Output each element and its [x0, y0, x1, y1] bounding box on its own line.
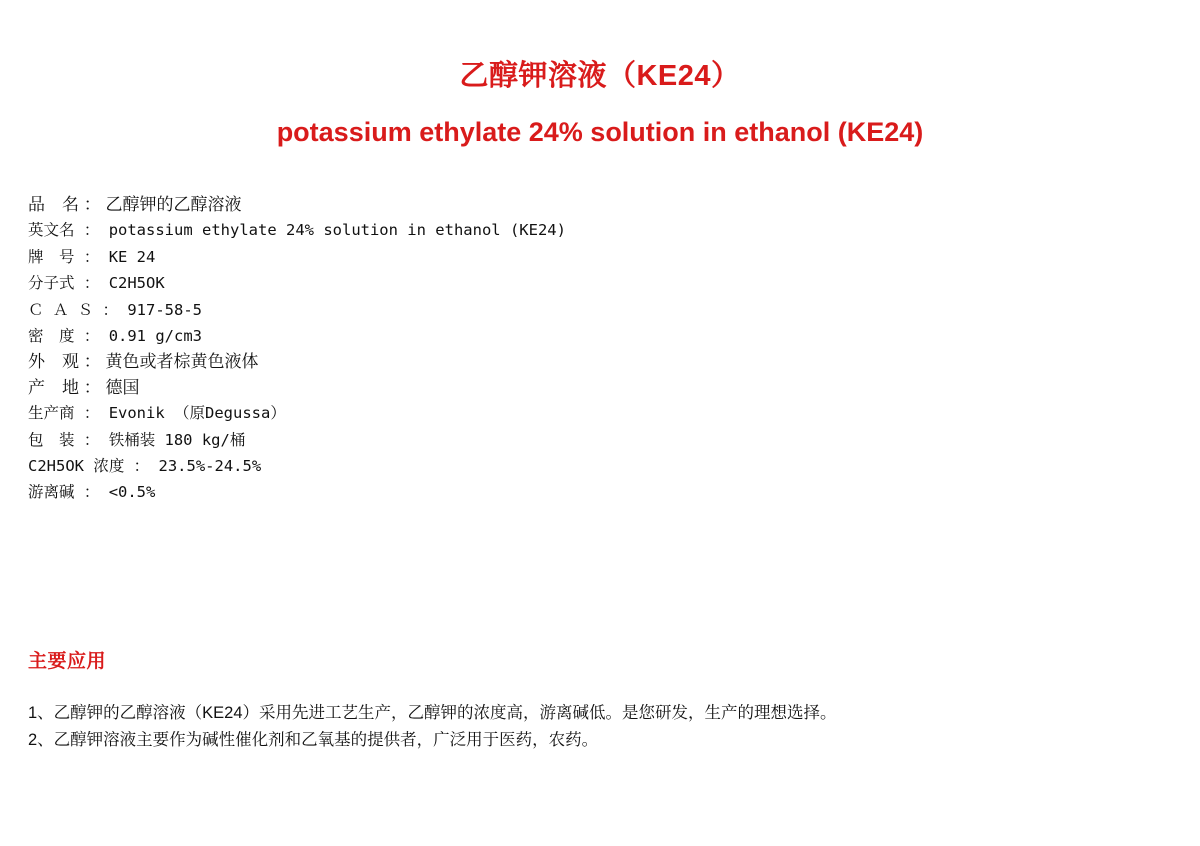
spec-row	[28, 217, 1028, 243]
spec-row	[28, 244, 1028, 270]
spec-separator: ：	[124, 457, 159, 476]
spec-row	[28, 270, 1028, 296]
spec-label: 包 装	[28, 430, 75, 449]
spec-label: 产 地	[28, 377, 79, 397]
spec-separator: ：	[79, 195, 106, 214]
spec-separator: ：	[74, 247, 109, 266]
spec-label: 游离碱	[28, 483, 75, 502]
spec-value: 铁桶装 180 kg/桶	[108, 430, 246, 449]
spec-row	[28, 192, 1028, 217]
spec-row	[28, 400, 1028, 426]
spec-row	[28, 297, 1028, 323]
spec-row	[28, 323, 1028, 349]
spec-separator: ：	[74, 221, 109, 240]
page-title-chinese: 乙醇钾溶液（KE24）	[459, 60, 741, 93]
spec-label: 分子式	[28, 274, 75, 293]
spec-separator: ：	[79, 377, 106, 397]
spec-label: 外 观	[28, 352, 79, 372]
spec-value: Evonik （原Degussa）	[108, 404, 286, 423]
spec-value: 乙醇钾的乙醇溶液	[105, 195, 242, 214]
application-item: 2、乙醇钾溶液主要作为碱性催化剂和乙氧基的提供者，广泛用于医药，农药。	[28, 731, 599, 749]
spec-row	[28, 349, 1028, 374]
specification-list	[28, 192, 1028, 506]
spec-separator: ：	[79, 352, 106, 372]
spec-separator: ：	[74, 483, 109, 502]
spec-label: 生产商	[28, 404, 75, 423]
spec-row	[28, 427, 1028, 453]
application-item: 1、乙醇钾的乙醇溶液（KE24）采用先进工艺生产，乙醇钾的浓度高，游离碱低。是您研发，生产的理想选择。	[28, 704, 837, 722]
spec-value: 917-58-5	[127, 300, 202, 319]
spec-value: 德国	[105, 377, 140, 397]
section-heading-applications: 主要应用	[28, 651, 107, 672]
spec-separator: ：	[74, 327, 109, 346]
spec-value: KE 24	[108, 247, 156, 266]
spec-label: 牌 号	[28, 247, 75, 266]
page-title-english: potassium ethylate 24% solution in ethanol (KE24)	[276, 117, 924, 148]
spec-separator: ：	[74, 404, 109, 423]
spec-value: <0.5%	[108, 483, 156, 502]
spec-label: Ｃ Ａ Ｓ	[28, 300, 94, 319]
spec-value: 0.91 g/cm3	[108, 327, 203, 346]
spec-label: C2H5OK 浓度	[28, 457, 125, 476]
spec-value: C2H5OK	[108, 274, 165, 293]
spec-separator: ：	[74, 430, 109, 449]
spec-label: 密 度	[28, 327, 75, 346]
spec-row	[28, 479, 1028, 505]
spec-value: potassium ethylate 24% solution in ethanol (KE24)	[108, 221, 566, 240]
spec-label: 品 名	[28, 195, 79, 214]
spec-separator: ：	[74, 274, 109, 293]
spec-value: 23.5%-24.5%	[158, 457, 262, 476]
spec-label: 英文名	[28, 221, 75, 240]
application-list	[28, 700, 1168, 754]
spec-row	[28, 453, 1028, 479]
spec-separator: ：	[93, 300, 128, 319]
spec-value: 黄色或者棕黄色液体	[105, 352, 259, 372]
spec-row	[28, 375, 1028, 400]
